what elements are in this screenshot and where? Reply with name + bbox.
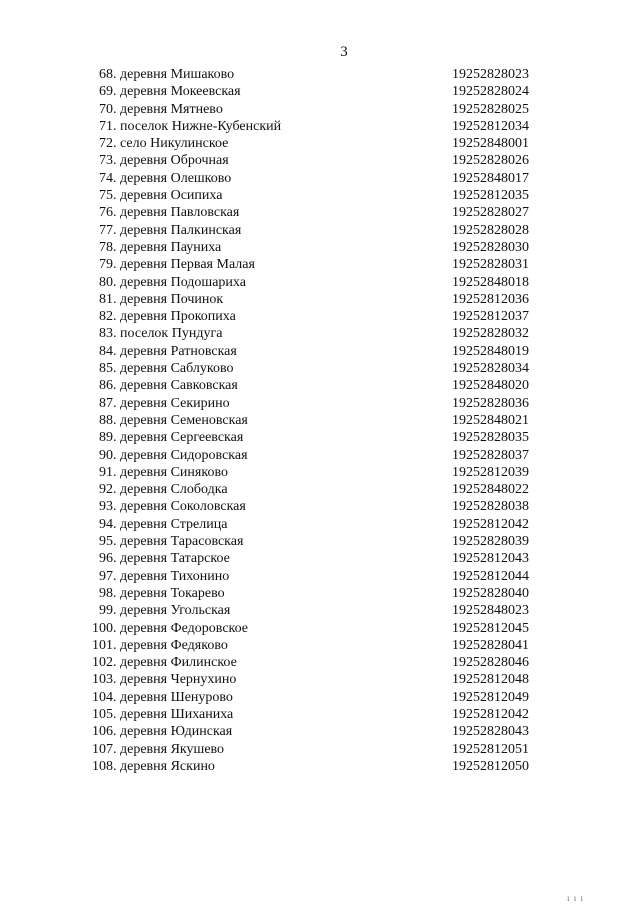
settlement-name: 95. деревня Тарасовская — [99, 534, 244, 550]
settlement-code: 19252812037 — [452, 309, 529, 325]
list-item — [0, 654, 640, 671]
settlement-code: 19252812050 — [452, 758, 529, 774]
settlement-name: 91. деревня Синяково — [99, 464, 228, 480]
settlement-code: 19252828036 — [452, 395, 529, 411]
settlement-name: 88. деревня Семеновская — [99, 412, 248, 428]
settlement-name: 106. деревня Юдинская — [92, 724, 233, 740]
settlement-code: 19252828043 — [452, 724, 529, 740]
settlement-code: 19252828041 — [452, 637, 529, 653]
list-item — [0, 481, 640, 498]
settlement-name: 97. деревня Тихонино — [99, 568, 230, 584]
settlement-name: 83. поселок Пундуга — [99, 326, 223, 342]
settlement-code: 19252848023 — [452, 603, 529, 619]
settlement-code: 19252828034 — [452, 361, 529, 377]
list-item — [0, 291, 640, 308]
settlement-code: 19252812042 — [452, 516, 529, 532]
settlement-code: 19252828025 — [452, 101, 529, 117]
settlement-code: 19252848021 — [452, 412, 529, 428]
list-item — [0, 758, 640, 775]
settlement-code: 19252828037 — [452, 447, 529, 463]
settlement-code: 19252848017 — [452, 170, 529, 186]
settlement-code: 19252848019 — [452, 343, 529, 359]
settlement-code: 19252828027 — [452, 205, 529, 221]
settlement-name: 81. деревня Починок — [99, 291, 224, 307]
settlement-name: 76. деревня Павловская — [99, 205, 240, 221]
settlement-name: 98. деревня Токарево — [99, 585, 225, 601]
settlement-name: 79. деревня Первая Малая — [99, 257, 255, 273]
settlement-name: 90. деревня Сидоровская — [99, 447, 248, 463]
settlement-name: 84. деревня Ратновская — [99, 343, 237, 359]
list-item — [0, 360, 640, 377]
settlement-code: 19252848022 — [452, 482, 529, 498]
list-item — [0, 187, 640, 204]
list-item — [0, 83, 640, 100]
list-item — [0, 671, 640, 688]
settlement-code: 19252828038 — [452, 499, 529, 515]
settlement-code: 19252812034 — [452, 118, 529, 134]
list-item — [0, 637, 640, 654]
settlement-code: 19252828039 — [452, 534, 529, 550]
settlement-code: 19252812043 — [452, 551, 529, 567]
list-item — [0, 568, 640, 585]
list-item — [0, 222, 640, 239]
settlement-name: 101. деревня Федяково — [92, 637, 228, 653]
list-item — [0, 395, 640, 412]
settlement-code: 19252828026 — [452, 153, 529, 169]
settlement-name: 73. деревня Оброчная — [99, 153, 229, 169]
list-item — [0, 689, 640, 706]
settlement-code: 19252812036 — [452, 291, 529, 307]
settlement-code: 19252828030 — [452, 239, 529, 255]
settlement-name: 77. деревня Палкинская — [99, 222, 242, 238]
list-item — [0, 516, 640, 533]
settlement-code: 19252812051 — [452, 741, 529, 757]
settlement-name: 75. деревня Осипиха — [99, 188, 223, 204]
settlement-code: 19252828040 — [452, 585, 529, 601]
list-item — [0, 101, 640, 118]
list-item — [0, 325, 640, 342]
list-item — [0, 343, 640, 360]
settlement-code: 19252828031 — [452, 257, 529, 273]
settlement-name: 100. деревня Федоровское — [92, 620, 249, 636]
settlement-name: 99. деревня Угольская — [99, 603, 231, 619]
settlement-name: 68. деревня Мишаково — [99, 67, 235, 82]
list-item — [0, 741, 640, 758]
settlement-code: 19252848001 — [452, 136, 529, 152]
settlement-code: 19252812044 — [452, 568, 529, 584]
settlement-name: 108. деревня Яскино — [92, 758, 215, 774]
settlement-name: 78. деревня Пауниха — [99, 239, 222, 255]
settlement-code: 19252812042 — [452, 706, 529, 722]
list-item — [0, 620, 640, 637]
settlement-name: 94. деревня Стрелица — [99, 516, 228, 532]
settlement-name: 69. деревня Мокеевская — [99, 84, 241, 100]
list-item — [0, 239, 640, 256]
list-item — [0, 723, 640, 740]
list-item — [0, 66, 640, 83]
settlement-name: 82. деревня Прокопиха — [99, 309, 236, 325]
settlement-name: 74. деревня Олешково — [99, 170, 232, 186]
settlement-code: 19252848018 — [452, 274, 529, 290]
list-item — [0, 412, 640, 429]
settlement-name: 102. деревня Филинское — [92, 655, 237, 671]
corner-mark: ı ı ı — [566, 893, 584, 903]
settlement-name: 103. деревня Чернухино — [92, 672, 237, 688]
list-item — [0, 533, 640, 550]
list-item — [0, 602, 640, 619]
list-item — [0, 498, 640, 515]
settlement-code: 19252828032 — [452, 326, 529, 342]
settlement-name: 85. деревня Саблуково — [99, 361, 234, 377]
list-item — [0, 585, 640, 602]
settlement-code: 19252828046 — [452, 655, 529, 671]
list-item — [0, 429, 640, 446]
settlement-code: 19252848020 — [452, 378, 529, 394]
settlement-name: 86. деревня Савковская — [99, 378, 238, 394]
settlement-name: 80. деревня Подошариха — [99, 274, 246, 290]
settlement-name: 104. деревня Шенурово — [92, 689, 233, 705]
settlement-code: 19252828035 — [452, 430, 529, 446]
settlement-name: 92. деревня Слободка — [99, 482, 228, 498]
list-item — [0, 135, 640, 152]
settlement-list — [0, 66, 640, 775]
list-item — [0, 447, 640, 464]
settlement-name: 96. деревня Татарское — [99, 551, 230, 567]
settlement-code: 19252812039 — [452, 464, 529, 480]
settlement-code: 19252812049 — [452, 689, 529, 705]
settlement-name: 93. деревня Соколовская — [99, 499, 246, 515]
list-item — [0, 706, 640, 723]
settlement-name: 107. деревня Якушево — [92, 741, 225, 757]
page-number: 3 — [340, 44, 348, 60]
settlement-code: 19252812048 — [452, 672, 529, 688]
list-item — [0, 152, 640, 169]
settlement-code: 19252812035 — [452, 188, 529, 204]
settlement-code: 19252828024 — [452, 84, 529, 100]
settlement-name: 70. деревня Мятнево — [99, 101, 223, 117]
settlement-code: 19252812045 — [452, 620, 529, 636]
list-item — [0, 170, 640, 187]
settlement-name: 71. поселок Нижне-Кубенский — [99, 118, 282, 134]
settlement-code: 19252828028 — [452, 222, 529, 238]
list-item — [0, 464, 640, 481]
list-item — [0, 377, 640, 394]
settlement-name: 87. деревня Секирино — [99, 395, 230, 411]
list-item — [0, 308, 640, 325]
list-item — [0, 118, 640, 135]
settlement-code: 19252828023 — [452, 67, 529, 82]
list-item — [0, 256, 640, 273]
settlement-name: 105. деревня Шиханиха — [92, 706, 234, 722]
settlement-name: 72. село Никулинское — [99, 136, 229, 152]
settlement-name: 89. деревня Сергеевская — [99, 430, 244, 446]
list-item — [0, 274, 640, 291]
list-item — [0, 204, 640, 221]
list-item — [0, 550, 640, 567]
